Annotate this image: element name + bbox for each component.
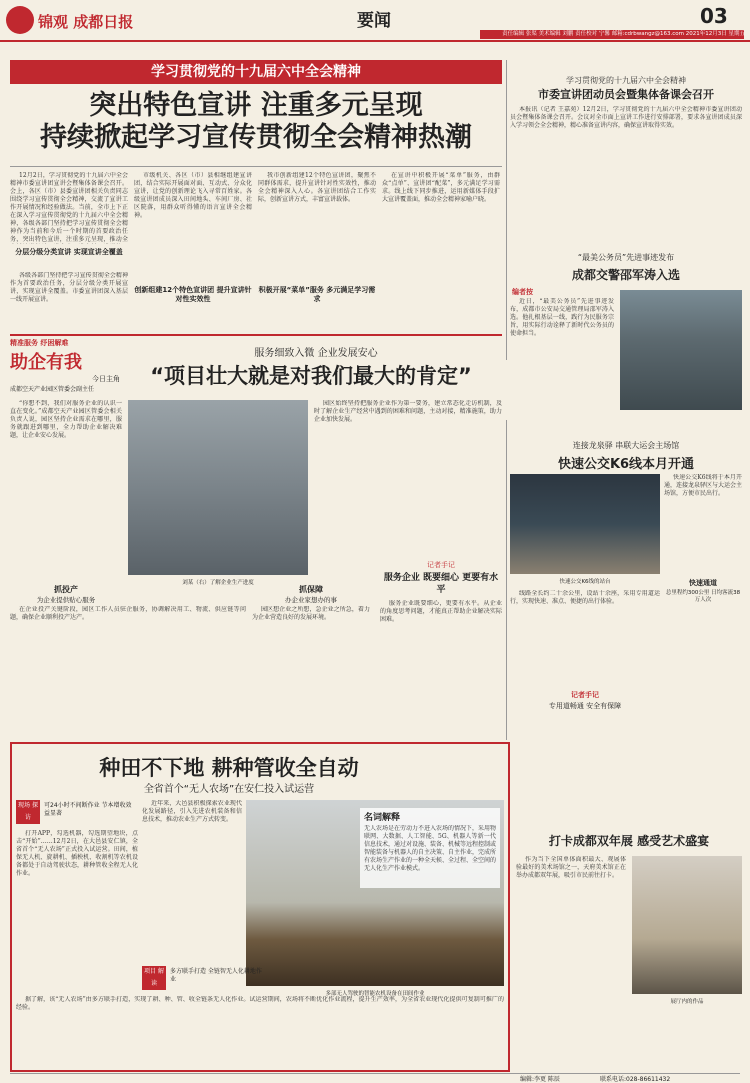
lead-subhead-2: 创新组建12个特色宣讲团 提升宣讲针对性实效性 — [134, 286, 252, 303]
k6-caption: 快速公交K6线的站台 — [559, 579, 611, 585]
farm-body — [16, 830, 138, 990]
hero-title: 成都交警邵军涛入选 — [571, 268, 680, 282]
farm-subtitle: 全省首个“无人农场”在安仁投入试运营 — [143, 784, 315, 795]
lead-body-col4: 在宣讲中积极开展“菜单”服务，由群众“点单”、宣讲团“配菜”，多元满足学习需求。线上线下同步推进，运用新媒体手段扩大宣讲覆盖面，推动全会精神家喻户晓。 — [382, 172, 500, 203]
feature-body-1 — [10, 400, 122, 580]
column-desc: 成都空天产业园区管委会副主任 — [10, 386, 95, 393]
farm-mid-text: 多方联手打造 全链智无人化耕地作业 — [170, 968, 262, 983]
farm-sidebar-kicker: 现场 探访 — [16, 800, 40, 824]
k6-body-2: 线路全长约二十余公里，设站十余座，采用专用道运行，实现快速、准点、便捷的出行体验。 — [510, 590, 660, 605]
lead-subhead-1: 分层分级分类宣讲 实现宣讲全覆盖 — [15, 248, 123, 256]
footer-right: 联系电话:028-86611432 — [600, 1076, 671, 1083]
farm-caption: 多部无人驾驶的智能农机设备在田间作业 — [325, 991, 425, 997]
right-top-title: 市委宣讲团动员会暨集体备课会召开 — [538, 88, 714, 101]
brand-name: 锦观 成都日报 — [38, 13, 134, 31]
farm-explain-title: 名词解释 — [364, 813, 401, 823]
farm-sidebar-text: 可24小时不间断作业 节本增收效益显著 — [44, 802, 132, 817]
newspaper-brand — [6, 6, 146, 34]
lead-subhead-3: 积极开展“菜单”服务 多元满足学习需求 — [258, 286, 376, 303]
section-b-sub: 办企业家想办的事 — [285, 596, 337, 604]
column-sub: 今日主角 — [92, 375, 120, 383]
k6-title: 快速公交K6线本月开通 — [557, 457, 695, 472]
k6-photo — [510, 474, 660, 574]
right-top-kicker: 学习贯彻党的十九届六中全会精神 — [566, 76, 686, 85]
art-body — [516, 856, 626, 1056]
lead-title-1: 突出特色宣讲 注重多元呈现 — [89, 90, 423, 121]
farm-sidebar — [16, 800, 138, 826]
banner-text: 学习贯彻党的十九届六中全会精神 — [151, 64, 361, 80]
lead-body-col2: 市级机关、各区（市）县相继组建宣讲团，结合实际开展面对面、互动式、分众化宣讲，让党的创新理论飞入寻常百姓家。各级宣讲团成员深入田间地头、车间厂房、社区院落，用群众听得懂的语言宣讲全会精神。 — [134, 172, 252, 219]
lead-body-text: 12月2日，学习贯彻党的十九届六中全会精神市委宣讲团宣讲会暨集体备课会召开。会上，各区（市）县委宣讲团相关负责同志围绕学习宣传贯彻全会精神，交流了宣讲工作开展情况和经验做法。当前，全市上下正在深入学习宣传贯彻党的十九届六中全会精神，各级各部门坚持把学习宣传贯彻全会精神作为当前和今后一个时期的首要政治任务，突出特色宣讲，注重多元呈现，推动全 — [10, 172, 128, 243]
section-b: 抓保障 — [299, 585, 323, 594]
farm-mid — [142, 966, 262, 992]
hero-body — [510, 298, 614, 413]
feature-title: “项目壮大就是对我们最大的肯定” — [150, 364, 472, 388]
page-section: 要闻 — [357, 11, 391, 31]
service-body: 服务企业既要细心，更要有水平。从企业的角度思考问题，才能真正帮助企业解决实际困难。 — [380, 600, 502, 623]
k6-gallery-kicker: 记者手记 — [571, 691, 599, 699]
edition-info-text: 责任编辑 张渠 美术编辑 刘鹏 责任校对 宁馨 邮箱:cdrbwangz@163.com 2021年12月3日 星期五 — [502, 31, 745, 37]
art-caption: 展厅内的作品 — [670, 999, 704, 1005]
service-title: 服务企业 既要细心 更要有水平 — [383, 573, 499, 595]
feature-photo — [128, 400, 308, 575]
lead-body-col1 — [10, 172, 128, 244]
hero-kicker: “最美公务员”先进事迹发布 — [577, 253, 675, 262]
hero-photo — [620, 290, 742, 410]
art-photo — [632, 856, 742, 994]
hero-body-text: 近日，“最美公务员”先进事迹发布，成都市公安局交通管理局邵军涛入选。他扎根基层一线，践行为民服务宗旨，用实际行动诠释了新时代公务员的使命担当。 — [510, 298, 614, 337]
section-a-body: 在企业投产关键阶段，园区工作人员驻企服务，协调解决用工、物流、供应链等问题，确保企业顺利投产达产。 — [10, 606, 246, 621]
right-top-body-text: 本报讯（记者 王嘉苑）12月2日，学习贯彻党的十九届六中全会精神市委宣讲团动员会暨集体备课会召开。会议对全市面上宣讲工作进行安排部署，要求各宣讲团成员深入学习领会全会精神，精心准备宣讲内容，确保宣讲取得实效。 — [510, 106, 742, 129]
section-a: 抓投产 — [54, 585, 78, 594]
right-top-body — [510, 106, 742, 226]
art-body-text: 作为当下全国单体面积最大、观展体验最好的美术场馆之一，天府美术馆正在举办成都双年展，吸引市民前往打卡。 — [516, 856, 626, 879]
farm-mid-kicker: 项目 解读 — [142, 966, 166, 990]
masthead — [0, 0, 750, 42]
lead-body-col1b: 各级各部门坚持把学习宣传贯彻全会精神作为首要政治任务，分层分级分类开展宣讲，实现宣讲全覆盖。市委宣讲团深入基层一线开展宣讲。 — [10, 272, 128, 303]
column-logo — [10, 338, 120, 393]
feature-kicker: 服务细致入微 企业发展安心 — [254, 348, 378, 359]
service-kicker: 记者手记 — [427, 561, 455, 569]
farm-body-text: 打开APP，勾选机器，勾选期望地块，点击“开始”……12月2日，在大邑县安仁镇，全省首个“无人农场”正式投入试运营。田间，植保无人机、旋耕机、插秧机、收割机等农机设备都处于自动驾驶状态，耕种管收全程无人化作业。 — [16, 830, 138, 877]
farm-explain-body: 无人农场是在劳动力不进入农场的情况下，采用物联网、大数据、人工智能、5G、机器人等新一代信息技术，通过对设施、装备、机械等远程控制或智能装备与机器人的自主决策、自主作业，完成所有农场生产作业的一种全天候、全过程、全空间的无人化生产作业模式。 — [364, 825, 497, 872]
column-name: 精准服务 纾困解难 — [10, 339, 69, 347]
k6-sub: 快速通道 — [689, 579, 717, 587]
farm-explain — [360, 808, 500, 888]
k6-sub-desc: 总里程约300公里 日均客流38万人次 — [665, 590, 741, 603]
farm-col3: 据了解，该“无人农场”由多方联手打造，实现了耕、种、管、收全链条无人化作业。试运营期间，农场将不断优化作业流程，提升生产效率，为全省农业现代化提供可复制可推广的经验。 — [16, 996, 504, 1011]
farm-col2: 近年来，大邑县积极探索农业现代化发展路径，引入先进农机装备和信息技术，推动农业生产方式转变。 — [142, 800, 242, 823]
lead-banner — [10, 60, 502, 84]
k6-gallery-text: 专用道畅通 安全有保障 — [548, 702, 622, 710]
farm-title: 种田不下地 耕种管收全自动 — [99, 756, 359, 780]
page-number: 03 — [700, 4, 728, 28]
k6-kicker: 连接龙泉驿 串联大运会主场馆 — [572, 441, 680, 450]
feature-caption: 刘某（右）了解企业生产进度 — [182, 580, 254, 586]
footer-left: 编辑:李更 陈辰 — [520, 1076, 560, 1083]
column-brand: 助企有我 — [10, 352, 82, 373]
lead-body-col3: 我市创新组建12个特色宣讲团，聚焦不同群体需求，提升宣讲针对性实效性，推动全会精神深入人心。各宣讲团结合工作实际，创新宣讲方式，丰富宣讲载体。 — [258, 172, 376, 203]
feature-body-2: 园区始终坚持把服务企业作为第一要务，建立常态化走访机制，及时了解企业生产经营中遇到的困难和问题，主动对接，精准施策，助力企业加快发展。 — [314, 400, 502, 423]
section-b-body: 园区想企业之所想，急企业之所急，着力为企业营造良好的发展环境。 — [252, 606, 370, 621]
brand-logo-icon — [6, 6, 34, 34]
k6-body: 快速公交K6线将于本月开通，连接龙泉驿区与大运会主场馆，方便市民出行。 — [664, 474, 742, 497]
feature-body-text: “你想不到，我们对服务企业的认识一直在变化。”成都空天产业园区管委会相关负责人说，园区坚持企业需求在哪里，服务就跟进到哪里，全力帮助企业解决难题，让企业安心发展。 — [10, 400, 122, 439]
lead-title-2: 持续掀起学习宣传贯彻全会精神热潮 — [40, 122, 472, 153]
hero-note: 编者按 — [512, 288, 533, 296]
section-a-sub: 为企业提供贴心服务 — [36, 596, 96, 604]
lead-headline — [10, 90, 502, 160]
art-title: 打卡成都双年展 感受艺术盛宴 — [548, 834, 710, 848]
